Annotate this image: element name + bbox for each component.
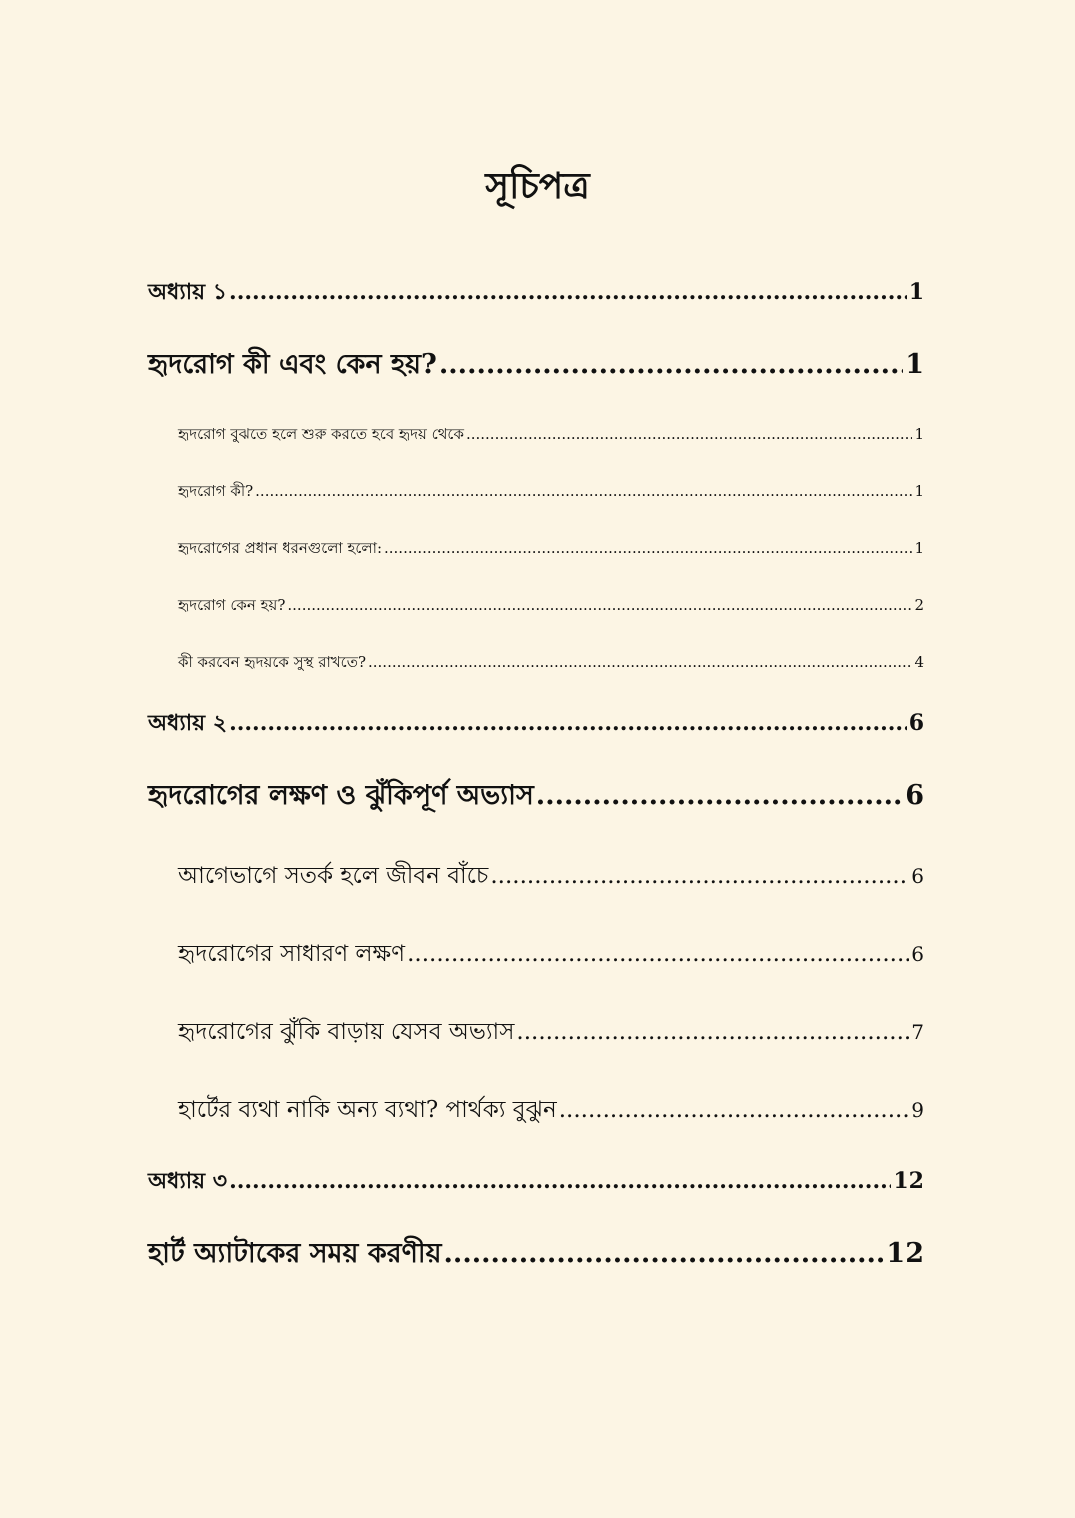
toc-entry-label: হার্টের ব্যথা নাকি অন্য ব্যথা? পার্থক্য বুঝুন (178, 1097, 557, 1123)
toc-entry-label: হার্ট অ্যাটাকের সময় করণীয় (148, 1238, 442, 1269)
toc-entry-label: হৃদরোগের লক্ষণ ও ঝুঁকিপূর্ণ অভ্যাস (148, 780, 534, 811)
toc-section[interactable] (148, 755, 924, 837)
toc-subsection[interactable] (148, 520, 924, 577)
toc-page-number: 1 (908, 279, 924, 305)
toc-subsection[interactable] (148, 577, 924, 634)
toc-dot-leader (229, 691, 907, 755)
toc-subsection[interactable] (148, 1071, 924, 1149)
toc-dot-leader (466, 406, 912, 463)
toc-page-number: 6 (908, 710, 924, 736)
toc-section[interactable] (148, 1213, 924, 1295)
toc-chapter-1[interactable] (148, 260, 924, 324)
toc-page-number: 1 (914, 539, 924, 557)
toc-dot-leader (559, 1071, 910, 1149)
toc-dot-leader (287, 577, 912, 634)
toc-page-number: 12 (886, 1238, 924, 1269)
toc-chapter-2[interactable] (148, 691, 924, 755)
toc-page-number: 2 (914, 596, 924, 614)
toc-page-number: 1 (914, 482, 924, 500)
page-title: সূচিপত্র (485, 165, 590, 207)
toc-chapter-3[interactable] (148, 1149, 924, 1213)
toc-entry-label: আগেভাগে সতর্ক হলে জীবন বাঁচে (178, 863, 489, 889)
toc-entry-label: হৃদরোগ কেন হয়? (178, 596, 286, 614)
toc-dot-leader (444, 1213, 885, 1295)
toc-page-number: 6 (905, 780, 924, 811)
toc-subsection[interactable] (148, 993, 924, 1071)
toc-entry-label: হৃদরোগ কী এবং কেন হয়? (148, 349, 437, 380)
toc-subsection[interactable] (148, 915, 924, 993)
toc-dot-leader (368, 634, 912, 691)
toc-entry-label: হৃদরোগ বুঝতে হলে শুরু করতে হবে হৃদয় থেকে (178, 425, 464, 443)
toc-dot-leader (384, 520, 912, 577)
toc-dot-leader (516, 993, 909, 1071)
toc-page-number: 6 (911, 864, 924, 888)
toc-dot-leader (407, 915, 909, 993)
toc-dot-leader (229, 260, 907, 324)
toc-dot-leader (255, 463, 912, 520)
toc-page-number: 12 (893, 1168, 924, 1194)
toc-dot-leader (229, 1149, 891, 1213)
toc-section[interactable] (148, 324, 924, 406)
toc-subsection[interactable] (148, 406, 924, 463)
toc-dot-leader (439, 324, 903, 406)
toc-entry-label: অধ্যায় ৩ (148, 1168, 228, 1194)
toc-page-number: 6 (911, 942, 924, 966)
table-of-contents (148, 260, 924, 1295)
toc-dot-leader (490, 837, 909, 915)
toc-subsection[interactable] (148, 837, 924, 915)
toc-entry-label: হৃদরোগের সাধারণ লক্ষণ (178, 941, 406, 967)
toc-entry-label: হৃদরোগ কী? (178, 482, 254, 500)
toc-subsection[interactable] (148, 634, 924, 691)
toc-page-number: 9 (911, 1098, 924, 1122)
toc-entry-label: অধ্যায় ২ (148, 710, 228, 736)
toc-entry-label: কী করবেন হৃদয়কে সুস্থ রাখতে? (178, 653, 366, 671)
toc-entry-label: অধ্যায় ১ (148, 279, 228, 305)
toc-page-number: 1 (905, 349, 924, 380)
toc-page-number: 4 (914, 653, 924, 671)
toc-entry-label: হৃদরোগের প্রধান ধরনগুলো হলো: (178, 539, 382, 557)
toc-subsection[interactable] (148, 463, 924, 520)
toc-dot-leader (536, 755, 903, 837)
toc-entry-label: হৃদরোগের ঝুঁকি বাড়ায় যেসব অভ্যাস (178, 1019, 515, 1045)
toc-page-number: 1 (914, 425, 924, 443)
toc-page-number: 7 (911, 1020, 924, 1044)
